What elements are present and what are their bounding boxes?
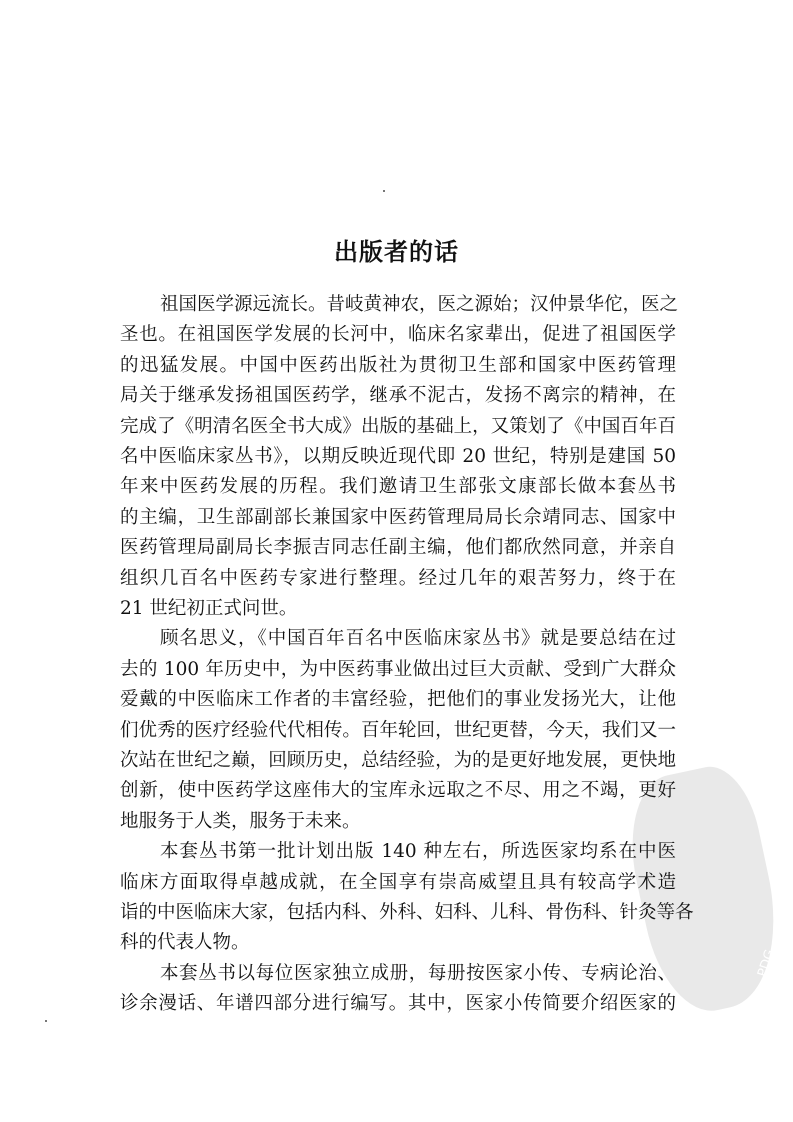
text-line: 诣的中医临床大家，包括内科、外科、妇科、儿科、骨伤科、针灸等各 — [120, 902, 694, 923]
watermark-logo: PDG — [616, 759, 793, 1021]
text-line: 顾名思义，《中国百年百名中医临床家丛书》就是要总结在过 — [160, 628, 676, 650]
text-line: 去的 100 年历史中，为中医药事业做出过巨大贡献、受到广大群众 — [120, 658, 676, 680]
text-line: 医药管理局副局长李振吉同志任副主编，他们都欣然同意，并亲自 — [120, 537, 676, 559]
page-title: 出版者的话 — [334, 238, 459, 266]
text-line: 名中医临床家丛书》，以期反映近现代即 20 世纪，特别是建国 50 — [120, 446, 676, 467]
text-line: 本套丛书第一批计划出版 140 种左右，所选医家均系在中医 — [160, 841, 676, 863]
text-line: 的主编，卫生部副部长兼国家中医药管理局局长佘靖同志、国家中 — [120, 506, 676, 528]
text-line: 年来中医药发展的历程。我们邀请卫生部张文康部长做本套丛书 — [120, 476, 676, 498]
text-line: 组织几百名中医药专家进行整理。经过几年的艰苦努力，终于在 — [120, 567, 676, 589]
text-line: 完成了《明清名医全书大成》出版的基础上，又策划了《中国百年百 — [120, 415, 676, 437]
text-line: 次站在世纪之巅，回顾历史，总结经验，为的是更好地发展，更快地 — [120, 750, 676, 771]
text-line: 爱戴的中医临床工作者的丰富经验，把他们的事业发扬光大，让他 — [120, 689, 676, 711]
text-line: 创新，使中医药学这座伟大的宝库永远取之不尽、用之不竭，更好 — [120, 780, 676, 802]
text-line: 本套丛书以每位医家独立成册，每册按医家小传、专病论治、 — [160, 962, 676, 984]
text-line: 科的代表人物。 — [120, 932, 250, 954]
text-line: 临床方面取得卓越成就，在全国享有崇高威望且具有较高学术造 — [120, 871, 676, 893]
text-line: 祖国医学源远流长。昔岐黄神农，医之源始；汉仲景华佗，医之 — [160, 294, 679, 315]
text-line: 地服务于人类，服务于未来。 — [120, 810, 361, 832]
text-line: 圣也。在祖国医学发展的长河中，临床名家辈出，促进了祖国医学 — [120, 324, 676, 346]
text-line: 们优秀的医疗经验代代相传。百年轮回，世纪更替，今天，我们又一 — [120, 719, 676, 741]
text-line: 的迅猛发展。中国中医药出版社为贯彻卫生部和国家中医药管理 — [120, 354, 676, 376]
text-line: 诊余漫话、年谱四部分进行编写。其中，医家小传简要介绍医家的 — [120, 993, 676, 1015]
text-line: 局关于继承发扬祖国医药学，继承不泥古，发扬不离宗的精神，在 — [120, 385, 676, 407]
text-line: 21 世纪初正式问世。 — [120, 598, 298, 619]
